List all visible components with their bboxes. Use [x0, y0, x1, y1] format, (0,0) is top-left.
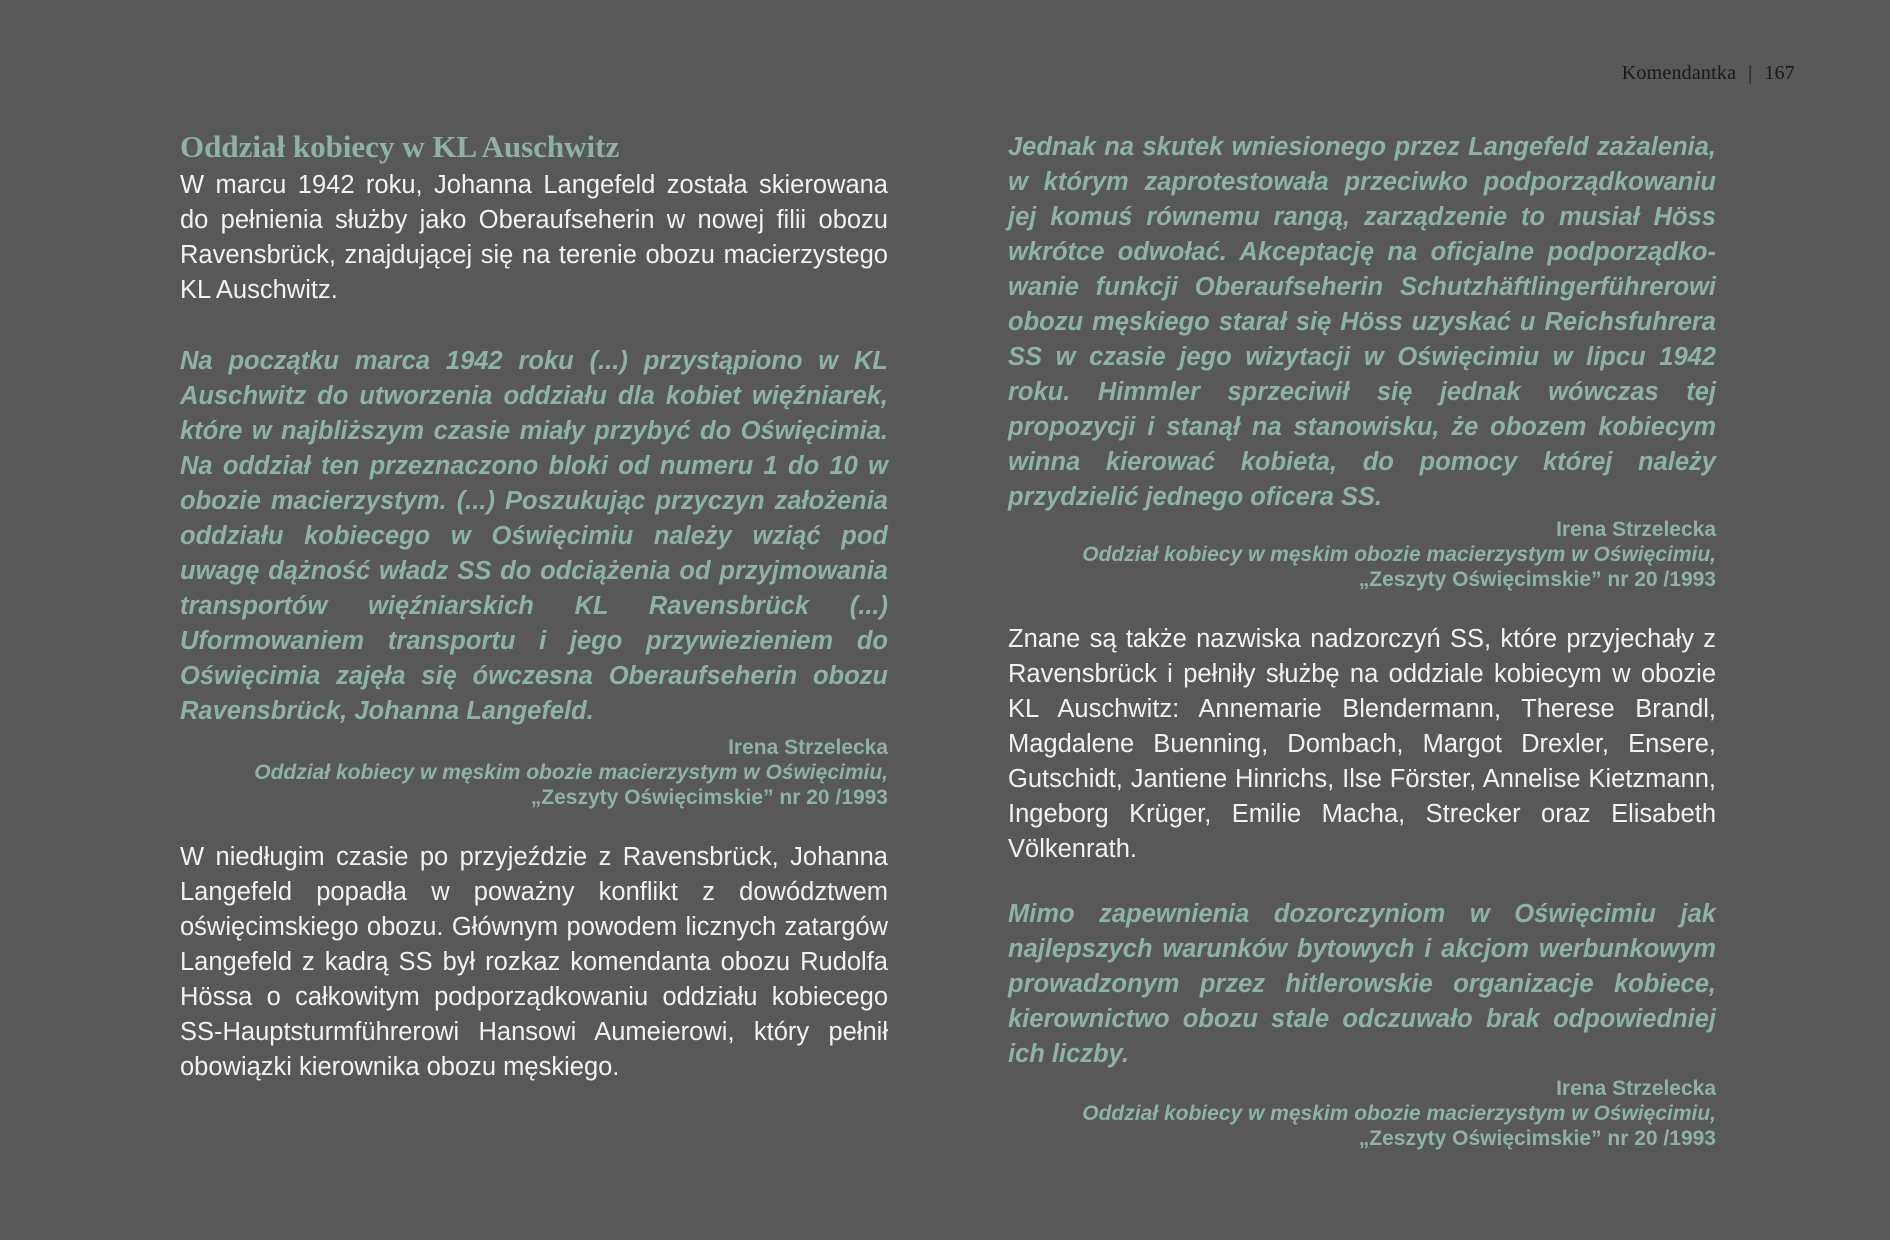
chapter-title: Komendantka [1621, 62, 1737, 84]
citation-author: Irena Strzelecka [1556, 1077, 1716, 1100]
citation-journal: „Zeszyty Oświęcimskie” nr 20 /1993 [1358, 568, 1716, 591]
page-number: 167 [1764, 62, 1795, 84]
citation-author: Irena Strzelecka [728, 736, 888, 759]
left-column [180, 130, 888, 1085]
quote-1: Na początku marca 1942 roku (...) przystąpiono w KL Auschwitz do utworzenia oddziału dla kobiet więźniarek, które w najbliższym czasie miały przybyć do Oświęcimia. Na oddział ten przeznaczono bloki od numeru 1 do 10 w obozie macierzystym. (...) Poszukując przyczyn założenia oddziału kobiecego w Oświęcimiu należy wziąć pod uwagę dążność władz SS do odciążenia od przyjmowania transportów więźniarskich KL Ravensbrück (...) Uformowaniem transportu i jego przywiezieniem do Oświęcimia zajęła się ówczesna Oberaufseherin obozu Ravensbrück, Johanna Langefeld. [180, 347, 888, 725]
citation-source: Oddział kobiecy w męskim obozie macierzystym w Oświęcimiu, [1082, 543, 1716, 566]
right-column [1008, 130, 1716, 1151]
section-heading: Oddział kobiecy w KL Auschwitz [180, 129, 620, 164]
citation-source: Oddział kobiecy w męskim obozie macierzystym w Oświęcimiu, [254, 761, 888, 784]
quote-2: Jednak na skutek wniesionego przez Langefeld zażalenia, w którym zaprotestowała przeciwko podporządkowaniu jej komuś równemu rangą, zarządzenie to musiał Höss wkrótce odwołać. Akceptację na oficjalne podporządko-wanie funkcji Oberaufseherin Schutzhäftlingerführerowi obozu męskiego starał się Höss uzyskać u Reichsfuhrera SS w czasie jego wizytacji w Oświęcimiu w lipcu 1942 roku. Himmler sprzeciwił się jednak wówczas tej propozycji i stanął na stanowisku, że obozem kobiecym winna kierować kobieta, do pomocy której należy przydzielić jednego oficera SS. [1008, 133, 1716, 511]
body-paragraph-3: Znane są także nazwiska nadzorczyń SS, które przyjechały z Ravensbrück i pełniły służbę na oddziale kobiecym w obozie KL Auschwitz: Annemarie Blendermann, Therese Brandl, Magdalene Buenning, Dombach, Margot Drexler, Ensere, Gutschidt, Jantiene Hinrichs, Ilse Förster, Annelise Kietzmann, Ingeborg Krüger, Emilie Macha, Strecker oraz Elisabeth Völkenrath. [1008, 625, 1716, 863]
header-separator: | [1748, 62, 1753, 84]
citation-2 [1008, 517, 1716, 592]
quote-3: Mimo zapewnienia dozorczyniom w Oświęcimiu jak najlepszych warunków bytowych i akcjom werbunkowym prowadzonym przez hitlerowskie organizacje kobiece, kierownictwo obozu stale odczuwało brak odpowiedniej ich liczby. [1008, 900, 1716, 1068]
citation-source: Oddział kobiecy w męskim obozie macierzystym w Oświęcimiu, [1082, 1102, 1716, 1125]
body-paragraph-2: W niedługim czasie po przyjeździe z Ravensbrück, Johanna Langefeld popadła w poważny konflikt z dowództwem oświęcimskiego obozu. Głównym powodem licznych zatargów Langefeld z kadrą SS był rozkaz komendanta obozu Rudolfa Hössa o całkowitym podporządkowaniu oddziału kobiecego SS-Hauptsturmführerowi Hansowi Aumeierowi, który pełnił obowiązki kierownika obozu męskiego. [180, 843, 888, 1081]
citation-1 [180, 735, 888, 810]
citation-3 [1008, 1076, 1716, 1151]
running-head [1622, 62, 1795, 85]
citation-journal: „Zeszyty Oświęcimskie” nr 20 /1993 [1358, 1127, 1716, 1150]
citation-author: Irena Strzelecka [1556, 518, 1716, 541]
body-paragraph-1: W marcu 1942 roku, Johanna Langefeld została skierowana do pełnienia służby jako Oberaufseherin w nowej filii obozu Ravensbrück, znajdującej się na terenie obozu macierzystego KL Auschwitz. [180, 171, 888, 304]
citation-journal: „Zeszyty Oświęcimskie” nr 20 /1993 [530, 786, 888, 809]
